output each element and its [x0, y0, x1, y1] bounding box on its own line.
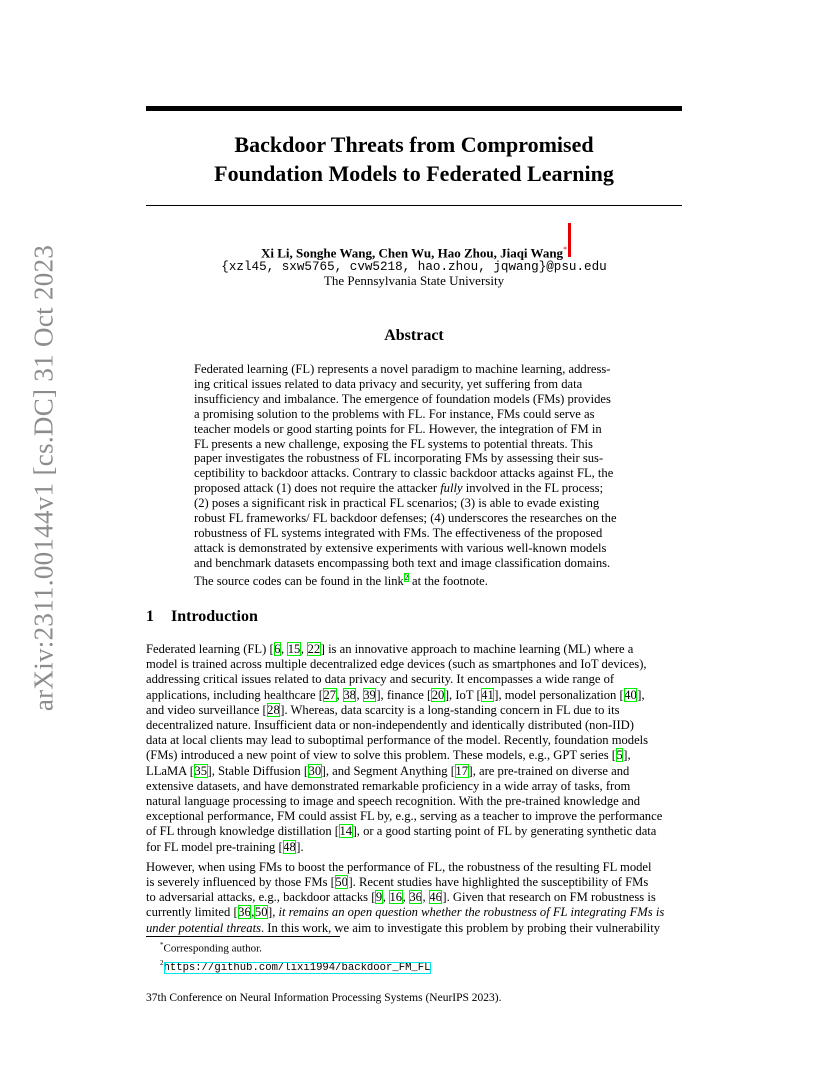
citation-link[interactable]: 46 [429, 890, 442, 905]
citation-link[interactable]: 41 [481, 687, 494, 702]
author-emails: {xzl45, sxw5765, cvw5218, hao.zhou, jqwang}@psu.edu [221, 260, 607, 274]
title-rule-top [146, 106, 682, 111]
section-number: 1 [146, 608, 154, 625]
footnote: $^2$https://github.com/lixi1994/backdoor_FM_FL [160, 959, 431, 974]
text-line: (FMs) introduced a new point of view to solve this problem. These models, e.g., GPT series [5], [146, 748, 631, 763]
section-title: Introduction [171, 608, 258, 625]
abstract-heading: Abstract [384, 327, 444, 344]
text-line: for FL model pre-training [48]. [146, 839, 304, 854]
text-line: to adversarial attacks, e.g., backdoor attacks [9, 16, 36, 46]. Given that research on FM robustness is [146, 890, 656, 905]
citation-link[interactable]: 9 [375, 890, 383, 905]
text-line: However, when using FMs to boost the performance of FL, the robustness of the resulting FL model [146, 859, 652, 874]
footnote-rule [146, 936, 340, 937]
paragraph [146, 860, 682, 936]
affiliation: The Pennsylvania State University [323, 273, 505, 288]
abstract-line: (2) poses a significant risk in practical FL scenarios; (3) is able to evade existing [194, 496, 600, 511]
text-line: LLaMA [35], Stable Diffusion [30], and Segment Anything [17], are pre-trained on diverse and [146, 763, 630, 778]
text-line: data at local clients may lead to suboptimal performance of the model. Recently, foundation models [146, 733, 649, 748]
citation-link[interactable]: 17 [455, 763, 468, 778]
abstract-line: ceptibility to backdoor attacks. Contrary to classic backdoor attacks against FL, the [194, 466, 614, 481]
footnotes [160, 938, 431, 975]
emphasis: it remains an open question whether the robustness of FL integrating FMs is [278, 905, 665, 920]
citation-link[interactable]: 15 [287, 642, 301, 656]
abstract-line: ing critical issues related to data privacy and security, yet suffering from data [194, 376, 583, 391]
citation-link[interactable]: 16 [389, 890, 403, 905]
text-line: Federated learning (FL) [6, 15, 22] is an innovative approach to machine learning (ML) where a [146, 642, 634, 656]
text-line: natural language processing to image and speech recognition. With the pre-trained knowledge and [146, 794, 641, 809]
arxiv-identifier[interactable]: arXiv:2311.00144v1 [cs.DC] 31 Oct 2023 [28, 244, 59, 712]
citation-link[interactable]: 36 [238, 905, 251, 920]
footnote-link[interactable]: 2 [404, 572, 409, 582]
abstract-line: proposed attack (1) does not require the attacker fully involved in the FL process; [194, 481, 604, 496]
text-line: extensive datasets, and have demonstrated remarkable proficiency in a wide array of tasks, from [146, 778, 631, 793]
abstract-line: robustness of FL systems integrated with FMs. The effectiveness of the proposed [194, 525, 603, 540]
abstract-line: teacher models or good starting points for FL. However, the integration of FM in [194, 421, 602, 436]
text-line: currently limited [36,50], it remains an open question whether the robustness of FL integrating FMs is [146, 905, 665, 920]
section-heading [146, 608, 258, 626]
citation-link[interactable]: 40 [624, 687, 637, 702]
title-line: Foundation Models to Federated Learning [214, 161, 614, 186]
citation-link[interactable]: 30 [308, 763, 322, 778]
citation-link[interactable]: 14 [339, 824, 353, 839]
text-line: under potential threats. In this work, we aim to investigate this problem by probing their vulnerability [146, 920, 661, 935]
paper-title [146, 130, 682, 188]
abstract-line: attack is demonstrated by extensive experiments with various well-known models [194, 540, 607, 555]
citation-link[interactable]: 50 [254, 905, 268, 920]
citation-link[interactable]: 48 [283, 839, 296, 854]
citation-link[interactable]: 50 [335, 875, 348, 890]
venue-note: 37th Conference on Neural Information Processing Systems (NeurIPS 2023). [146, 992, 502, 1004]
author-names: Xi Li, Songhe Wang, Chen Wu, Hao Zhou, Jiaqi Wang [260, 245, 564, 261]
text-line: model is trained across multiple decentralized edge devices (such as smartphones and IoT devices), [146, 657, 647, 672]
text-line: and video surveillance [28]. Whereas, data scarcity is a long-standing concern in FL due to its [146, 702, 620, 717]
citation-link[interactable]: 38 [343, 687, 356, 702]
abstract-line: a promising solution to the problems with FL. For instance, FMs could serve as [194, 406, 595, 421]
abstract-line: insufficiency and imbalance. The emergence of foundation models (FMs) provides [194, 391, 611, 406]
citation-link[interactable]: 20 [431, 687, 445, 702]
citation-link[interactable]: 5 [616, 748, 623, 763]
text-line: of FL through knowledge distillation [14], or a good starting point of FL by generating synthetic data [146, 824, 657, 839]
text-line: applications, including healthcare [27, 38, 39], finance [20], IoT [41], model personalization [40], [146, 687, 645, 702]
citation-link[interactable]: 39 [363, 687, 376, 702]
text-line: is severely influenced by those FMs [50]. Recent studies have highlighted the susceptibility of FMs [146, 875, 649, 890]
abstract-line: FL presents a new challenge, exposing the FL systems to potential threats. This [194, 436, 593, 451]
citation-link[interactable]: 6 [274, 642, 281, 656]
citation-link[interactable]: 22 [307, 642, 321, 656]
emphasis: under potential threats [146, 920, 261, 935]
footnote: *Corresponding author. [160, 941, 262, 955]
text-line: exceptional performance, FM could assist FL by, e.g., serving as a teacher to improve the performance [146, 809, 663, 824]
abstract-line: Federated learning (FL) represents a novel paradigm to machine learning, address- [194, 362, 611, 376]
abstract-body [194, 362, 634, 589]
emphasis: fully [440, 481, 463, 496]
citation-link[interactable]: 35 [194, 763, 208, 778]
text-line: decentralized nature. Insufficient data or non-independently and identically distributed (non-IID) [146, 718, 634, 733]
abstract-line: robust FL frameworks/ FL backdoor defenses; (4) underscores the researches on the [194, 511, 617, 526]
citation-link[interactable]: 27 [323, 687, 337, 702]
abstract-line: The source codes can be found in the link$^2$ at the footnote. [194, 572, 488, 588]
text-line: addressing critical issues related to data privacy and security. It encompasses a wide range of [146, 672, 615, 687]
citation-link[interactable]: 28 [267, 702, 280, 717]
repository-link[interactable]: https://github.com/lixi1994/backdoor_FM_FL [163, 961, 431, 974]
paragraph [146, 642, 682, 855]
abstract-line: paper investigates the robustness of FL incorporating FMs by assessing their sus- [194, 451, 604, 466]
author-footnote-mark[interactable]: * [563, 245, 568, 254]
citation-link[interactable]: 36 [409, 890, 422, 905]
title-rule-bottom [146, 205, 682, 206]
title-line: Backdoor Threats from Compromised [234, 132, 594, 157]
abstract-line: and benchmark datasets encompassing both text and image classification domains. [194, 555, 611, 570]
introduction-body [146, 642, 682, 936]
